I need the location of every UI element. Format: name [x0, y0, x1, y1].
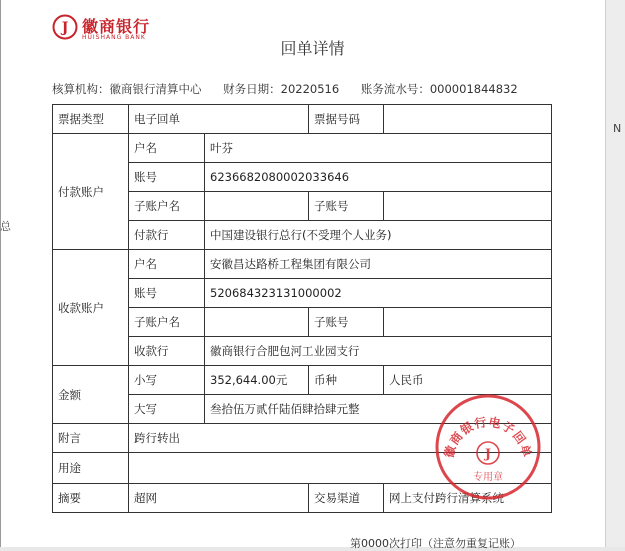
summary-label: 摘要 [53, 484, 129, 513]
payer-sub-name [205, 192, 309, 221]
amount-upper-label: 大写 [129, 395, 205, 424]
payer-section-label: 付款账户 [53, 134, 129, 250]
svg-text:徽商银行电子回单: 徽商银行电子回单 [441, 414, 535, 460]
payee-name-label: 户名 [129, 250, 205, 279]
ticket-no-label: 票据号码 [309, 105, 384, 134]
payee-section-label: 收款账户 [53, 250, 129, 366]
payee-sub-name-label: 子账户名 [129, 308, 205, 337]
payer-name: 叶芬 [205, 134, 552, 163]
payer-account-label: 账号 [129, 163, 205, 192]
payer-sub-name-label: 子账户名 [129, 192, 205, 221]
table-row [53, 250, 552, 279]
amount-section-label: 金额 [53, 366, 129, 424]
payer-account: 6236682080002033646 [205, 163, 552, 192]
ticket-type-label: 票据类型 [53, 105, 129, 134]
payer-name-label: 户名 [129, 134, 205, 163]
bank-name: 徽商银行 [82, 17, 151, 36]
payee-account-label: 账号 [129, 279, 205, 308]
meta-serial: 账务流水号：000001844832 [360, 82, 518, 96]
table-row [53, 105, 552, 134]
channel-value: 网上支付跨行清算系统 [384, 484, 552, 513]
payee-sub-no [384, 308, 552, 337]
meta-date: 财务日期：20220516 [223, 82, 340, 96]
svg-text:J: J [61, 20, 69, 36]
summary-value: 超网 [129, 484, 309, 513]
payee-name: 安徽昌达路桥工程集团有限公司 [205, 250, 552, 279]
print-count-note: 第0000次打印（注意勿重复记账） [350, 537, 521, 550]
amount-lower-label: 小写 [129, 366, 205, 395]
ticket-type-value: 电子回单 [129, 105, 309, 134]
payer-bank: 中国建设银行总行(不受理个人业务) [205, 221, 552, 250]
edge-mark: 总 [0, 220, 11, 233]
channel-label: 交易渠道 [309, 484, 384, 513]
amount-lower: 352,644.00元 [205, 366, 309, 395]
page-title: 回单详情 [280, 39, 345, 58]
window-bottom-edge [0, 547, 625, 551]
window-left-edge [0, 0, 1, 551]
purpose-label: 用途 [53, 453, 129, 484]
payee-sub-no-label: 子账号 [309, 308, 384, 337]
svg-text:J: J [484, 447, 492, 462]
payee-bank-label: 收款行 [129, 337, 205, 366]
bank-name-en: HUISHANG BANK [82, 34, 146, 41]
postscript-label: 附言 [53, 424, 129, 453]
table-row [53, 134, 552, 163]
scrollbar-track[interactable] [605, 0, 625, 551]
ticket-no-value [384, 105, 552, 134]
payee-account: 520684323131000002 [205, 279, 552, 308]
meta-org: 核算机构：徽商银行清算中心 [52, 82, 202, 96]
currency-value: 人民币 [384, 366, 552, 395]
payee-bank: 徽商银行合肥包河工业园支行 [205, 337, 552, 366]
payer-bank-label: 付款行 [129, 221, 205, 250]
payer-sub-no-label: 子账号 [309, 192, 384, 221]
receipt-meta [52, 81, 536, 97]
svg-text:专用章: 专用章 [473, 472, 503, 483]
amount-upper: 叁拾伍万贰仟陆佰肆拾肆元整 [205, 395, 552, 424]
postscript-value: 跨行转出 [129, 424, 552, 453]
table-row [53, 366, 552, 395]
payer-sub-no [384, 192, 552, 221]
payee-sub-name [205, 308, 309, 337]
electronic-receipt-seal [434, 393, 542, 501]
currency-label: 币种 [309, 366, 384, 395]
edge-mark: N [613, 122, 622, 135]
